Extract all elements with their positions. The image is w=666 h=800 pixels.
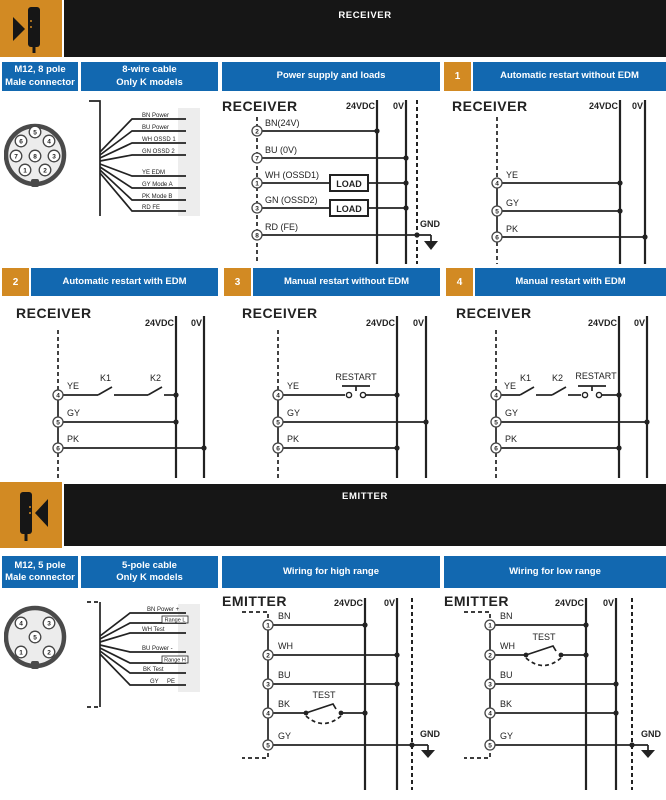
- pin-number: 5: [33, 634, 37, 642]
- number-label: 2: [12, 276, 19, 288]
- wire-label: BU (0V): [265, 145, 298, 155]
- restart-label: RESTART: [575, 371, 617, 381]
- receiver-icon-box: [0, 0, 62, 57]
- pin-number: 3: [47, 620, 51, 628]
- wire-label: BN(24V): [265, 118, 300, 128]
- cable-5pole-drawing: [84, 592, 220, 767]
- pin-number: 3: [255, 205, 259, 213]
- wire-label: GN (OSSD2): [265, 195, 318, 205]
- header-auto-restart-edm: [31, 268, 218, 296]
- pin-number: 7: [14, 153, 18, 161]
- header-cable-8wire: [81, 62, 218, 91]
- header-connector-5pole: [2, 556, 78, 588]
- rail-24vdc-label: 24VDC: [554, 598, 584, 608]
- wire-label: BK Test: [143, 667, 164, 673]
- diagram-title: RECEIVER: [242, 305, 318, 321]
- header-line: Only K models: [116, 76, 183, 88]
- cable-5pole-svg: [84, 592, 220, 767]
- diagram4-svg: [446, 298, 666, 480]
- pin-number: 2: [47, 649, 51, 657]
- pin-number: 6: [19, 138, 23, 146]
- k1-label: K1: [100, 373, 112, 383]
- pin-number: 2: [43, 167, 47, 175]
- pin-number: 2: [255, 128, 259, 136]
- wire-label: WH OSSD 1: [142, 137, 176, 143]
- pin-number: 8: [33, 153, 37, 161]
- pin-number: 3: [52, 153, 56, 161]
- wire-label: YE: [287, 381, 300, 391]
- wire-label: YE: [67, 381, 80, 391]
- pin-number: 5: [266, 742, 270, 750]
- wire-label: GY: [500, 731, 514, 741]
- load-box-label: LOAD: [336, 204, 362, 214]
- k1-label: K1: [520, 373, 532, 383]
- wire-label: YE EDM: [142, 170, 166, 176]
- emitter-section-title: EMITTER: [342, 491, 388, 502]
- emitter-high-svg: [222, 590, 440, 800]
- pin-number: 4: [56, 392, 60, 400]
- wire-label: BU: [500, 670, 513, 680]
- cable-8wire-svg: [84, 94, 220, 224]
- pin-number: 5: [33, 129, 37, 137]
- header-line: Automatic restart without EDM: [500, 70, 639, 82]
- test-label: TEST: [312, 690, 336, 700]
- header-line: Power supply and loads: [276, 70, 386, 82]
- header-line: M12, 5 pole: [14, 559, 66, 571]
- pin-number: 4: [266, 710, 270, 718]
- rail-0v-label: 0V: [633, 318, 645, 328]
- diagram-title: RECEIVER: [456, 305, 532, 321]
- header-connector-8pole: [2, 62, 78, 91]
- load-box-label: LOAD: [336, 179, 362, 189]
- ground-symbol: [641, 750, 655, 758]
- wire-label: YE: [504, 381, 517, 391]
- header-line: Male connector: [5, 572, 75, 583]
- emitter-icon-box: [0, 482, 62, 548]
- wire-label: BU Power -: [142, 646, 173, 652]
- pin-number: 1: [23, 167, 27, 175]
- header-line: Wiring for low range: [509, 565, 601, 577]
- ground-symbol: [424, 241, 438, 250]
- rail-24vdc-label: 24VDC: [144, 318, 174, 328]
- power-supply-diagram: [222, 93, 440, 266]
- header-wiring-high-range: [222, 556, 440, 588]
- wire-label: PK: [67, 434, 80, 444]
- wire-label: WH: [500, 641, 515, 651]
- receiver-section-bar: [64, 0, 666, 57]
- number-label: 1: [454, 71, 461, 82]
- wire-label: BN: [278, 611, 291, 621]
- header-cable-5pole: [81, 556, 218, 588]
- header-auto-restart-no-edm: [473, 62, 666, 91]
- wire-label: WH: [278, 641, 293, 651]
- rail-0v-label: 0V: [190, 318, 202, 328]
- diagram3-manual-restart-no-edm: [224, 298, 440, 480]
- diagram2-auto-restart-edm: [2, 298, 218, 480]
- wire-label: GY: [287, 408, 301, 418]
- number-label: 4: [456, 276, 463, 288]
- wire-label: GN OSSD 2: [142, 149, 175, 155]
- header-line: 8-wire cable: [122, 64, 177, 76]
- pin-number: 1: [255, 180, 259, 188]
- wire-label: GY: [506, 198, 520, 208]
- header-line: Manual restart without EDM: [283, 275, 410, 287]
- diagram-title: EMITTER: [222, 593, 287, 609]
- rail-0v-label: 0V: [602, 598, 614, 608]
- wire-label: RD FE: [142, 205, 160, 211]
- header-line: Male connector: [5, 76, 75, 88]
- diagram4-manual-restart-edm: [446, 298, 666, 480]
- rail-0v-label: 0V: [412, 318, 424, 328]
- diagram1-number: [444, 62, 471, 91]
- header-power-supply: [222, 62, 440, 91]
- rail-0v-label: 0V: [631, 101, 643, 111]
- ground-symbol: [421, 750, 435, 758]
- pin-number: 4: [494, 392, 498, 400]
- pin-number: 1: [19, 649, 23, 657]
- header-line: Wiring for high range: [283, 565, 379, 577]
- header-manual-restart-edm: [475, 268, 666, 296]
- test-label: TEST: [532, 632, 556, 642]
- pin-number: 3: [266, 681, 270, 689]
- pin-number: 5: [56, 419, 60, 427]
- pin-number: 6: [276, 445, 280, 453]
- wire-label: GY: [278, 731, 292, 741]
- diagram-title: RECEIVER: [16, 305, 92, 321]
- rail-24vdc-label: 24VDC: [365, 318, 395, 328]
- k2-label: K2: [150, 373, 162, 383]
- wire-label: PK Mode B: [142, 194, 173, 200]
- emitter-section-bar: [64, 484, 666, 546]
- rail-0v-label: 0V: [392, 101, 404, 111]
- rail-24vdc-label: 24VDC: [333, 598, 363, 608]
- pin-number: 4: [488, 710, 492, 718]
- pin-number: 6: [494, 445, 498, 453]
- wire-label: BN: [500, 611, 513, 621]
- emitter-high-range-diagram: [222, 590, 440, 800]
- cable-8wire-drawing: [84, 94, 220, 224]
- header-line: Manual restart with EDM: [515, 275, 626, 287]
- wire-label: YE: [506, 170, 519, 180]
- pin-number: 6: [56, 445, 60, 453]
- diagram2-number: [2, 268, 29, 296]
- header-line: M12, 8 pole: [14, 64, 66, 76]
- diagram-title: EMITTER: [444, 593, 509, 609]
- emitter-low-svg: [444, 590, 666, 800]
- rail-24vdc-label: 24VDC: [345, 101, 375, 111]
- receiver-section-title: RECEIVER: [338, 10, 392, 21]
- wire-label: BU: [278, 670, 291, 680]
- emitter-icon: [0, 482, 62, 548]
- range-l-label: Range L: [164, 617, 186, 624]
- wire-label: PK: [506, 224, 519, 234]
- wire-label: PK: [505, 434, 518, 444]
- connector-5pole-svg: [4, 598, 70, 678]
- pin-number: 7: [255, 155, 259, 163]
- wire-label: BU Power: [142, 125, 170, 131]
- connector-5pole-drawing: [4, 598, 70, 678]
- connector-8pole-drawing: [4, 116, 70, 196]
- emitter-low-range-diagram: [444, 590, 666, 800]
- gnd-label: GND: [420, 729, 440, 739]
- range-h-label: Range H: [164, 657, 186, 664]
- wire-label: PK: [287, 434, 300, 444]
- header-manual-restart-no-edm: [253, 268, 440, 296]
- diagram-title: RECEIVER: [452, 98, 528, 114]
- receiver-icon: [0, 0, 62, 57]
- diagram-title: RECEIVER: [222, 98, 298, 114]
- number-label: 3: [234, 276, 241, 288]
- wire-label: RD (FE): [265, 222, 298, 232]
- pin-number: 4: [495, 180, 499, 188]
- header-line: Automatic restart with EDM: [62, 275, 187, 287]
- pin-number: 2: [266, 652, 270, 660]
- wire-label: GY: [150, 679, 159, 685]
- pin-number: 4: [19, 620, 23, 628]
- header-line: Only K models: [116, 572, 183, 583]
- rail-24vdc-label: 24VDC: [587, 318, 617, 328]
- wire-label: GY Mode A: [142, 182, 173, 188]
- pin-number: 2: [488, 652, 492, 660]
- pin-number: 4: [276, 392, 280, 400]
- gnd-label: GND: [420, 219, 440, 229]
- diagram1-auto-restart-no-edm: [444, 93, 666, 266]
- rail-24vdc-label: 24VDC: [588, 101, 618, 111]
- wire-label: PE: [167, 679, 176, 685]
- diagram1-svg: [444, 93, 666, 266]
- pin-number: 3: [488, 681, 492, 689]
- rail-0v-label: 0V: [383, 598, 395, 608]
- wire-label: BK: [500, 699, 513, 709]
- pin-number: 5: [495, 208, 499, 216]
- header-wiring-low-range: [444, 556, 666, 588]
- wire-label: BK: [278, 699, 291, 709]
- pin-number: 4: [47, 138, 51, 146]
- wire-label: GY: [67, 408, 81, 418]
- pin-number: 8: [255, 232, 259, 240]
- diagram3-svg: [224, 298, 440, 480]
- wire-label: GY: [505, 408, 519, 418]
- k2-label: K2: [552, 373, 564, 383]
- gnd-label: GND: [641, 729, 661, 739]
- header-line: 5-pole cable: [122, 559, 177, 571]
- pin-number: 5: [488, 742, 492, 750]
- pin-number: 5: [276, 419, 280, 427]
- pin-number: 5: [494, 419, 498, 427]
- diagram2-svg: [2, 298, 218, 480]
- pin-number: 1: [488, 622, 492, 630]
- pin-number: 6: [495, 234, 499, 242]
- diagram3-number: [224, 268, 251, 296]
- wire-label: WH Test: [142, 627, 165, 633]
- diagram4-number: [446, 268, 473, 296]
- wire-label: BN Power: [142, 113, 170, 119]
- connector-8pole-svg: [4, 116, 70, 196]
- power-supply-svg: [222, 93, 440, 266]
- wire-label: BN Power +: [147, 607, 180, 613]
- wire-label: WH (OSSD1): [265, 170, 319, 180]
- pin-number: 1: [266, 622, 270, 630]
- restart-label: RESTART: [335, 372, 377, 382]
